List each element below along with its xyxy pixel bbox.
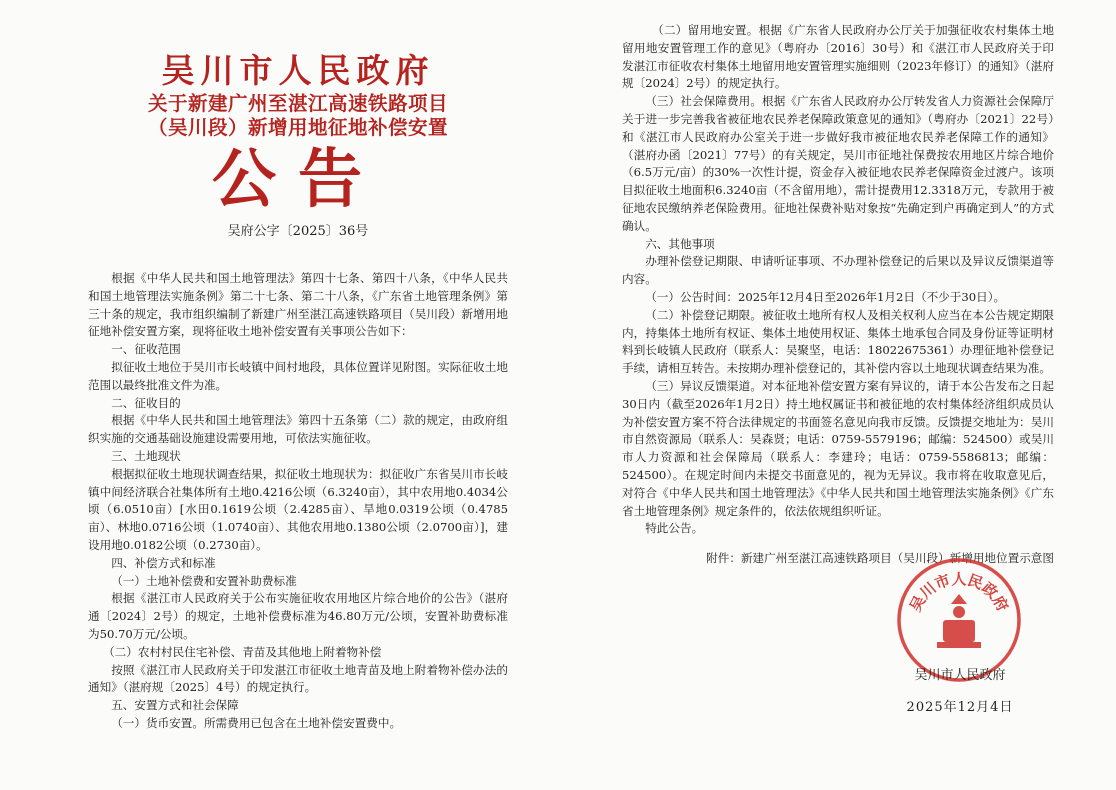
paragraph: （三）异议反馈渠道。对本征地补偿安置方案有异议的，请于本公告发布之日起30日内（截至2026年1月2日）持土地权属证书和被征地的农村集体经济组织成员认为补偿安置方案不符合法律规定的书面签名意见向我市反馈。反馈提交地址为：吴川市自然资源局（联系人：吴森贤；电话：0759-5579196；邮编：524500）或吴川市人力资源和社会保障局（联系人：李建玲；电话：0759-5586813；邮编：524500）。在规定时间内未提交书面意见的，视为无异议。我市将在收取意见后，对符合《中华人民共和国土地管理法》《中华人民共和国土地管理法实施条例》《广东省土地管理条例》规定条件的，依法依规组织听证。: [622, 378, 1054, 518]
paragraph: （二）留用地安置。根据《广东省人民政府办公厅关于加强征收农村集体土地留用地安置管理工作的意见》（粤府办〔2016〕30号）和《湛江市人民政府关于印发湛江市征收农村集体土地留用地安置管理实施细则（2023年修订）的通知》（湛府规〔2024〕2号）的规定执行。: [622, 23, 1054, 91]
section-heading: 五、安置方式和社会保障: [111, 698, 239, 713]
title-line-1: 关于新建广州至湛江高速铁路项目: [147, 92, 448, 115]
signer: 吴川市人民政府: [914, 668, 1006, 683]
paragraph: 按照《湛江市人民政府关于印发湛江市征收土地青苗及地上附着物补偿办法的通知》（湛府规〔2025〕4号）的规定执行。: [88, 662, 508, 695]
document-number: 吴府公字〔2025〕36号: [227, 224, 369, 239]
paragraph: 根据《湛江市人民政府关于公布实施征收农用地区片综合地价的公告》（湛府通〔2024〕2号）的规定，土地补偿费标准为46.80万元/公顷，安置补助费标准为50.70万元/公顷。: [88, 591, 508, 641]
title-line-2: （吴川段）新增用地征地补偿安置: [147, 116, 448, 139]
right-column: [622, 22, 1054, 568]
sub-heading: （二）农村村民住宅补偿、青苗及其他地上附着物补偿: [103, 644, 382, 659]
attachment-note: 附件：新建广州至湛江高速铁路项目（吴川段）新增用地位置示意图: [706, 551, 1054, 566]
official-seal-icon: [895, 556, 1023, 684]
issue-date: 2025年12月4日: [906, 700, 1014, 715]
title-big: 公告: [212, 142, 384, 217]
paragraph: 根据拟征收土地现状调查结果，拟征收土地现状为：拟征收广东省吴川市长岐镇中间经济联合社集体所有土地0.4216公顷（6.3240亩），其中农用地0.4034公顷（6.0510亩）[水田0.1619公顷（2.4285亩）、旱地0.0319公顷（0.4785亩）、林地0.0716公顷（1.0740亩）、其他农用地0.1380公顷（2.0700亩）]，建设用地0.0182公顷（0.2730亩）。: [88, 466, 508, 552]
paragraph: 拟征收土地位于吴川市长岐镇中间村地段，具体位置详见附图。实际征收土地范围以最终批准文件为准。: [88, 359, 508, 392]
left-body: [88, 270, 508, 733]
section-heading: 一、征收范围: [111, 342, 181, 357]
paragraph: 办理补偿登记期限、申请听证事项、不办理补偿登记的后果以及异议反馈渠道等内容。: [622, 254, 1054, 287]
paragraph: （一）公告时间：2025年12月4日至2026年1月2日（不少于30日）。: [645, 289, 1006, 304]
paragraph: 根据《中华人民共和国土地管理法》第四十七条、第四十八条，《中华人民共和国土地管理法实施条例》第二十七条、第二十八条，《广东省土地管理条例》第三十条的规定，我市组织编制了新建广州至湛江高速铁路项目（吴川段）新增用地征地补偿安置方案，现将征收土地补偿安置有关事项公告如下：: [88, 271, 508, 339]
paragraph: 根据《中华人民共和国土地管理法》第四十五条第（二）款的规定，由政府组织实施的交通基础设施建设需要用地，可依法实施征收。: [88, 413, 508, 446]
paragraph: （二）补偿登记期限。被征收土地所有权人及相关权利人应当在本公告规定期限内，持集体土地所有权证、集体土地使用权证、集体土地承包合同及身份证等证明材料到长岐镇人民政府（联系人：吴聚坚，电话：18022675361）办理征地补偿登记手续，请相互转告。未按期办理补偿登记的，其补偿内容以土地现状调查结果为准。: [622, 307, 1054, 376]
paragraph: （三）社会保障费用。根据《广东省人民政府办公厅转发省人力资源社会保障厅关于进一步完善我省被征地农民养老保障政策意见的通知》（粤府办〔2021〕22号）和《湛江市人民政府办公室关于进一步做好我市被征地农民养老保障工作的通知》（湛府办函〔2021〕77号）的有关规定，吴川市征地社保费按农用地区片综合地价（6.5万元/亩）的30%一次性计提，资金存入被征地农民养老保障资金过渡户。该项目拟征收土地面积6.3240亩（不含留用地），需计提费用12.3318万元，专款用于被征地农民缴纳养老保险费用。征地社保费补贴对象按“先确定到户再确定到人”的方式确认。: [622, 94, 1054, 233]
issuer-title: 吴川市人民政府: [161, 51, 435, 90]
section-heading: 四、补偿方式和标准: [111, 555, 216, 570]
section-heading: 三、土地现状: [111, 448, 181, 463]
right-body: [622, 22, 1054, 538]
paragraph: （一）货币安置。所需费用已包含在土地补偿安置费中。: [111, 715, 402, 730]
sub-heading: （一）土地补偿费和安置补助费标准: [111, 573, 297, 588]
seal-text: 吴川市人民政府: [906, 570, 1012, 615]
section-heading: 六、其他事项: [645, 236, 715, 251]
left-column: [88, 52, 508, 733]
closing-text: 特此公告。: [645, 521, 704, 536]
section-heading: 二、征收目的: [111, 395, 181, 410]
